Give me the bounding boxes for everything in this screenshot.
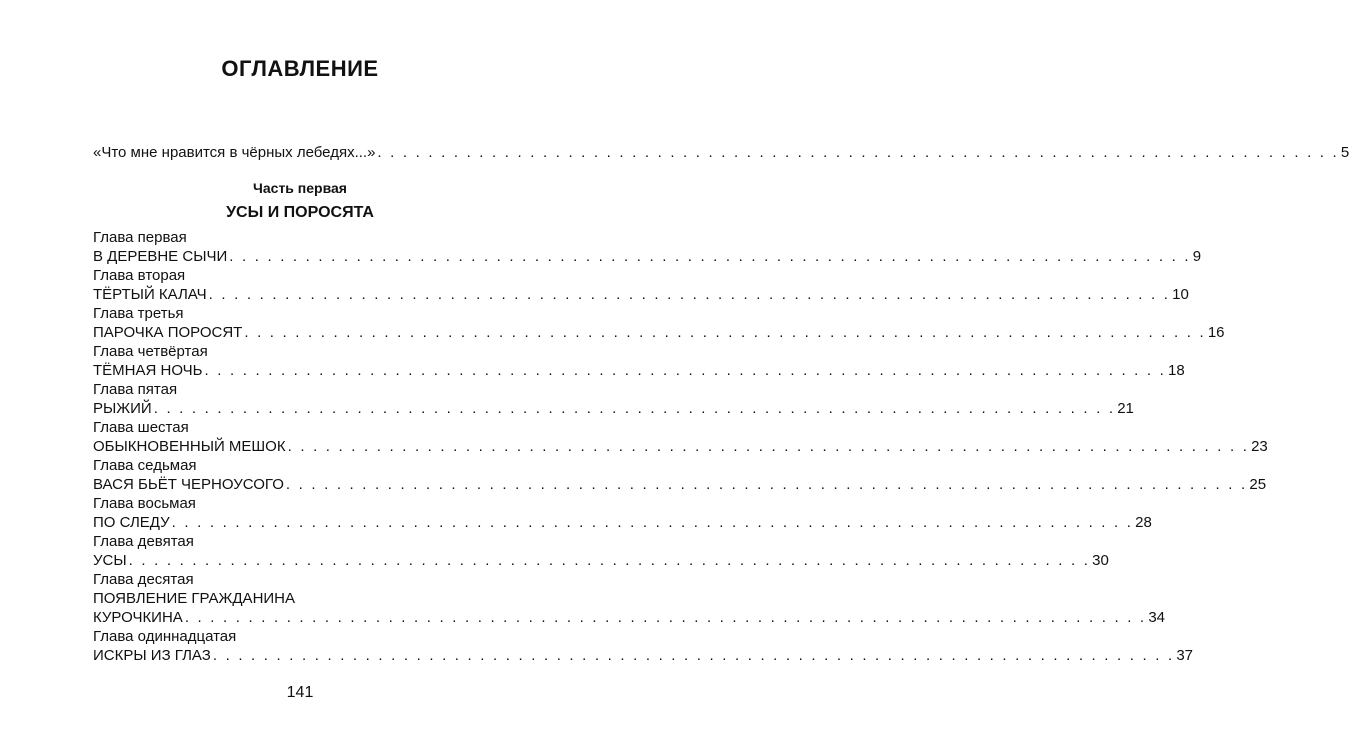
chapter-page: 25 bbox=[1249, 476, 1267, 493]
chapter-page: 28 bbox=[1135, 514, 1152, 531]
dot-leader: . . . . . . . . . . . . . . . . . . . . . . . . . . . . . . . . . . . . . . . . . . . . . . . . . . . . . . . . . . . . . . . . . . . . . . . . . . . . bbox=[229, 248, 1191, 265]
chapter-list bbox=[93, 228, 1268, 665]
dot-leader: . . . . . . . . . . . . . . . . . . . . . . . . . . . . . . . . . . . . . . . . . . . . . . . . . . . . . . . . . . . . . . . . . . . . . . . . . . . . bbox=[244, 324, 1206, 341]
dot-leader: . . . . . . . . . . . . . . . . . . . . . . . . . . . . . . . . . . . . . . . . . . . . . . . . . . . . . . . . . . . . . . . . . . . . . . . . . . . . bbox=[377, 144, 1339, 161]
chapter-label: Глава третья bbox=[93, 305, 184, 322]
chapter-label: Глава четвёртая bbox=[93, 343, 208, 360]
chapter-entry[interactable] bbox=[93, 570, 1165, 627]
chapter-label: Глава одиннадцатая bbox=[93, 628, 237, 645]
chapter-entry[interactable] bbox=[93, 456, 1267, 494]
chapter-page: 37 bbox=[1176, 647, 1194, 664]
chapter-page: 23 bbox=[1251, 438, 1268, 455]
page-title: ОГЛАВЛЕНИЕ bbox=[221, 56, 379, 81]
part-title: УСЫ И ПОРОСЯТА bbox=[226, 204, 374, 221]
chapter-entry[interactable] bbox=[93, 342, 1185, 380]
chapter-entry[interactable] bbox=[93, 494, 1152, 532]
chapter-page: 34 bbox=[1148, 609, 1165, 626]
chapter-label: Глава десятая bbox=[93, 571, 194, 588]
chapter-label: Глава девятая bbox=[93, 533, 194, 550]
chapter-label: Глава седьмая bbox=[93, 457, 197, 474]
chapter-title: ТЁРТЫЙ КАЛАЧ bbox=[93, 286, 207, 303]
chapter-entry[interactable] bbox=[93, 228, 1202, 266]
chapter-entry[interactable] bbox=[93, 266, 1189, 304]
chapter-title: ИСКРЫ ИЗ ГЛАЗ bbox=[93, 647, 211, 664]
chapter-label: Глава пятая bbox=[93, 381, 178, 398]
chapter-entry[interactable] bbox=[93, 304, 1225, 342]
chapter-label: Глава вторая bbox=[93, 267, 186, 284]
dot-leader: . . . . . . . . . . . . . . . . . . . . . . . . . . . . . . . . . . . . . . . . . . . . . . . . . . . . . . . . . . . . . . . . . . . . . . . . . . . . bbox=[212, 647, 1175, 664]
part-label: Часть первая bbox=[253, 180, 347, 196]
chapter-title: ОБЫКНОВЕННЫЙ МЕШОК bbox=[93, 438, 286, 455]
chapter-title: ПАРОЧКА ПОРОСЯТ bbox=[93, 324, 243, 341]
dot-leader: . . . . . . . . . . . . . . . . . . . . . . . . . . . . . . . . . . . . . . . . . . . . . . . . . . . . . . . . . . . . . . . . . . . . . . . . . . . . bbox=[204, 362, 1167, 379]
chapter-label: Глава шестая bbox=[93, 419, 189, 436]
chapter-entry[interactable] bbox=[93, 380, 1134, 418]
chapter-title: ВАСЯ БЬЁТ ЧЕРНОУСОГО bbox=[93, 476, 284, 493]
chapter-title-line1: ПОЯВЛЕНИЕ ГРАЖДАНИНА bbox=[93, 590, 296, 607]
chapter-title: РЫЖИЙ bbox=[93, 400, 152, 417]
chapter-page: 10 bbox=[1172, 286, 1189, 303]
chapter-title: ТЁМНАЯ НОЧЬ bbox=[93, 362, 203, 379]
chapter-page: 9 bbox=[1192, 248, 1202, 265]
dot-leader: . . . . . . . . . . . . . . . . . . . . . . . . . . . . . . . . . . . . . . . . . . . . . . . . . . . . . . . . . . . . . . . . . . . . . . . . . . . . bbox=[184, 609, 1147, 626]
chapter-page: 21 bbox=[1117, 400, 1134, 417]
dot-leader: . . . . . . . . . . . . . . . . . . . . . . . . . . . . . . . . . . . . . . . . . . . . . . . . . . . . . . . . . . . . . . . . . . . . . . . . . . . . bbox=[153, 400, 1116, 417]
chapter-title: УСЫ bbox=[93, 552, 127, 569]
entry-page: 5 bbox=[1340, 144, 1349, 161]
chapter-label: Глава восьмая bbox=[93, 495, 196, 512]
dot-leader: . . . . . . . . . . . . . . . . . . . . . . . . . . . . . . . . . . . . . . . . . . . . . . . . . . . . . . . . . . . . . . . . . . . . . . . . . . . . bbox=[287, 438, 1250, 455]
chapter-page: 18 bbox=[1168, 362, 1185, 379]
dot-leader: . . . . . . . . . . . . . . . . . . . . . . . . . . . . . . . . . . . . . . . . . . . . . . . . . . . . . . . . . . . . . . . . . . . . . . . . . . . . bbox=[285, 476, 1248, 493]
chapter-entry[interactable] bbox=[93, 418, 1268, 456]
dot-leader: . . . . . . . . . . . . . . . . . . . . . . . . . . . . . . . . . . . . . . . . . . . . . . . . . . . . . . . . . . . . . . . . . . . . . . . . . . . . bbox=[171, 514, 1134, 531]
toc-entry-epigraph[interactable] bbox=[93, 144, 1349, 161]
page-number: 141 bbox=[286, 684, 314, 701]
dot-leader: . . . . . . . . . . . . . . . . . . . . . . . . . . . . . . . . . . . . . . . . . . . . . . . . . . . . . . . . . . . . . . . . . . . . . . . . . . . . bbox=[128, 552, 1091, 569]
chapter-title: ПО СЛЕДУ bbox=[93, 514, 170, 531]
entry-title: «Что мне нравится в чёрных лебедях...» bbox=[93, 144, 376, 161]
chapter-title: КУРОЧКИНА bbox=[93, 609, 183, 626]
chapter-title: В ДЕРЕВНЕ СЫЧИ bbox=[93, 248, 228, 265]
chapter-label: Глава первая bbox=[93, 229, 187, 246]
dot-leader: . . . . . . . . . . . . . . . . . . . . . . . . . . . . . . . . . . . . . . . . . . . . . . . . . . . . . . . . . . . . . . . . . . . . . . . . . . . . bbox=[208, 286, 1171, 303]
chapter-page: 16 bbox=[1207, 324, 1225, 341]
chapter-page: 30 bbox=[1092, 552, 1109, 569]
chapter-entry[interactable] bbox=[93, 532, 1109, 570]
chapter-entry[interactable] bbox=[93, 627, 1194, 665]
